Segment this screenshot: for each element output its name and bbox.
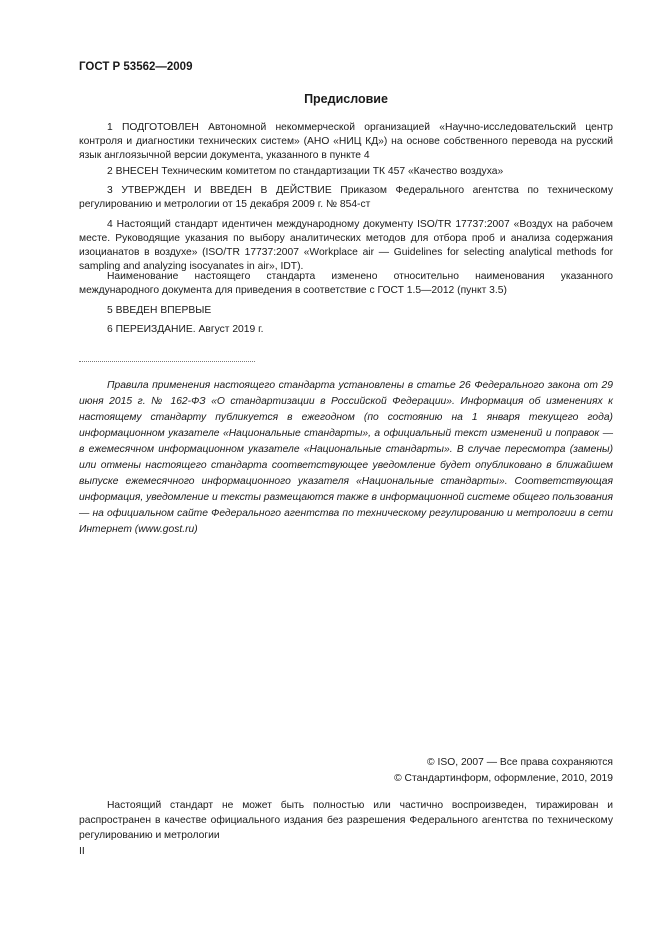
reproduction-notice: Настоящий стандарт не может быть полностью или частично воспроизведен, тиражирован и распространен в качестве официального издания без разрешения Федерального агентства по техническому регулированию и метрологии <box>79 800 613 841</box>
standard-application-notice: Правила применения настоящего стандарта установлены в статье 26 Федерального закона от 29 июня 2015 г. № 162-ФЗ «О стандартизации в Российской Федерации». Информация об изменениях к настоящему стандарту публикуется в ежегодном (по состоянию на 1 января текущего года) информационном указателе «Национальные стандарты», а официальный текст изменений и поправок — в ежемесячном информационном указателе «Национальные стандарты». В случае пересмотра (замены) или отмены настоящего стандарта соответствующее уведомление будет опубликовано в ближайшем выпуске ежемесячного информационного указателя «Национальные стандарты». Соответствующая информация, уведомление и тексты размещаются также в информационной системе общего пользования — на официальном сайте Федерального агентства по техническому регулированию и метрологии в сети Интернет (www.gost.ru) <box>79 380 613 535</box>
divider <box>79 361 255 362</box>
foreword-item-4-note: Наименование настоящего стандарта изменено относительно наименования указанного международного документа для приведения в соответствие с ГОСТ 1.5—2012 (пункт 3.5) <box>79 271 613 296</box>
document-code: ГОСТ Р 53562—2009 <box>79 61 193 73</box>
foreword-item-2: 2 ВНЕСЕН Техническим комитетом по стандартизации ТК 457 «Качество воздуха» <box>107 166 504 177</box>
foreword-item-1: 1 ПОДГОТОВЛЕН Автономной некоммерческой организацией «Научно-исследовательский центр контроля и диагностики технических систем» (АНО «НИЦ КД») на основе собственного перевода на русский язык англоязычной версии документа, указанного в пункте 4 <box>79 122 613 161</box>
foreword-item-5: 5 ВВЕДЕН ВПЕРВЫЕ <box>107 305 212 316</box>
page-title: Предисловие <box>304 92 388 106</box>
foreword-item-3: 3 УТВЕРЖДЕН И ВВЕДЕН В ДЕЙСТВИЕ Приказом Федерального агентства по техническому регулированию и метрологии от 15 декабря 2009 г. № 854-ст <box>79 185 613 210</box>
foreword-item-6: 6 ПЕРЕИЗДАНИЕ. Август 2019 г. <box>107 324 264 335</box>
page-number: II <box>79 846 85 857</box>
copyright-standartinform: © Стандартинформ, оформление, 2010, 2019 <box>394 773 613 784</box>
foreword-item-4: 4 Настоящий стандарт идентичен международному документу ISO/TR 17737:2007 «Воздух на рабочем месте. Руководящие указания по выбору аналитических методов для отбора проб и анализа содержания изоцианатов в воздухе» (ISO/TR 17737:2007 «Workplace air — Guidelines for selecting analytical methods for sampling and analyzing isocyanates in air», IDT). <box>79 219 613 272</box>
copyright-iso: © ISO, 2007 — Все права сохраняются <box>427 757 613 768</box>
